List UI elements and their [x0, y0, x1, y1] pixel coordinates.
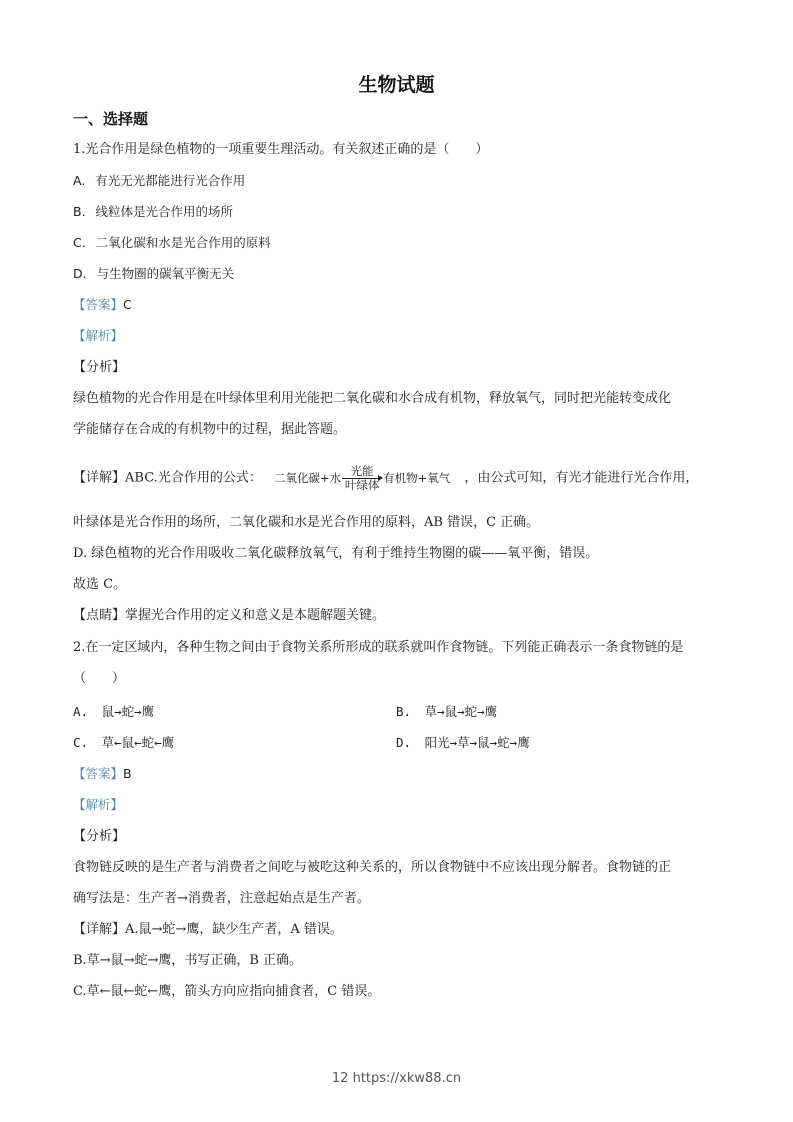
q1-fenxi-line2: 学能储存在合成的有机物中的过程，据此答题。 — [73, 422, 347, 437]
answer-label: 【答案】 — [73, 766, 124, 781]
option-text: 鼠→蛇→鹰 — [101, 704, 155, 719]
answer-value: C — [123, 297, 132, 312]
answer-value: B — [123, 766, 132, 781]
photosynthesis-formula — [274, 463, 450, 493]
detail-suffix: ，由公式可知，有光才能进行光合作用， — [464, 470, 699, 486]
q2-stem-line2: （ ） — [73, 671, 126, 686]
formula-arrow — [342, 465, 382, 492]
q2-options-row1 — [73, 703, 723, 721]
option-label: C. — [73, 735, 89, 750]
dianjing-label: 【点睛】 — [73, 608, 126, 623]
formula-condition-top: 光能 — [350, 464, 374, 478]
dianjing-text: 掌握光合作用的定义和意义是本题解题关键。 — [125, 608, 386, 623]
q2-fenxi-line1: 食物链反映的是生产者与消费者之间吃与被吃这种关系的，所以食物链中不应该出现分解者。食物链的正 — [73, 860, 672, 875]
q1-option-a — [73, 172, 723, 190]
q1-conclusion: 故选 C。 — [73, 577, 127, 592]
q2-analysis-label: 【解析】 — [73, 797, 124, 812]
right-arrow-icon — [342, 478, 382, 479]
option-text: 线粒体是光合作用的场所 — [95, 204, 234, 219]
q1-option-c — [73, 234, 723, 252]
q2-fenxi-label: 【分析】 — [73, 829, 126, 844]
option-text: 有光无光都能进行光合作用 — [95, 173, 246, 188]
q1-detail-line1 — [73, 463, 723, 494]
option-label: A. — [73, 173, 86, 188]
q2-option-b — [396, 703, 497, 721]
detail-label: 【详解】 — [73, 922, 126, 937]
formula-condition-bottom: 叶绿体 — [344, 478, 380, 492]
document-title: 生物试题 — [358, 74, 435, 96]
q1-detail-line2: 叶绿体是光合作用的场所，二氧化碳和水是光合作用的原料，AB 错误，C 正确。 — [73, 515, 540, 530]
q1-option-b — [73, 203, 723, 221]
section-heading: 一、选择题 — [73, 110, 149, 128]
detail-prefix: ABC.光合作用的公式： — [125, 470, 262, 486]
option-label: A. — [73, 704, 89, 719]
option-text: 阳光→草→鼠→蛇→鹰 — [424, 735, 530, 750]
q1-detail-line3: D. 绿色植物的光合作用吸收二氧化碳释放氧气，有利于维持生物圈的碳——氧平衡，错误。 — [73, 546, 599, 561]
page-footer: 12 https://xkw88.cn — [331, 1071, 462, 1086]
q1-fenxi-line1: 绿色植物的光合作用是在叶绿体里利用光能把二氧化碳和水合成有机物，释放氧气，同时把光能转变成化 — [73, 391, 672, 406]
formula-reactants: 二氧化碳+水 — [273, 471, 342, 485]
detail-text: A.鼠→蛇→鹰，缺少生产者，A 错误。 — [125, 922, 343, 937]
q2-options-row2 — [73, 734, 723, 752]
option-text: 草←鼠←蛇←鹰 — [101, 735, 175, 750]
q1-fenxi-label: 【分析】 — [73, 360, 126, 375]
option-text: 与生物圈的碳氧平衡无关 — [96, 266, 235, 281]
option-text: 二氧化碳和水是光合作用的原料 — [95, 235, 271, 250]
option-text: 草→鼠→蛇→鹰 — [424, 704, 498, 719]
formula-products: 有机物+氧气 — [383, 471, 451, 485]
option-label: D. — [396, 735, 412, 750]
option-label: B. — [396, 704, 412, 719]
q2-answer — [73, 765, 723, 783]
answer-label: 【答案】 — [73, 297, 124, 312]
q2-stem-line1: 2.在一定区域内，各种生物之间由于食物关系所形成的联系就叫作食物链。下列能正确表示一条食物链的是 — [73, 640, 684, 655]
q2-option-c — [73, 735, 174, 750]
q2-detail-c: C.草←鼠←蛇←鹰，箭头方向应指向捕食者，C 错误。 — [73, 984, 381, 999]
option-label: C. — [73, 235, 86, 250]
q2-detail-a — [73, 921, 723, 939]
q1-dianjing — [73, 607, 723, 625]
q2-option-d — [396, 734, 530, 752]
q2-fenxi-line2: 确写法是：生产者→消费者，注意起始点是生产者。 — [73, 891, 370, 906]
option-label: B. — [73, 204, 86, 219]
q2-option-a — [73, 704, 154, 719]
option-label: D. — [73, 266, 87, 281]
q1-analysis-label: 【解析】 — [73, 328, 124, 343]
detail-label: 【详解】 — [73, 470, 126, 486]
q2-detail-b: B.草→鼠→蛇→鹰，书写正确，B 正确。 — [73, 953, 303, 968]
q1-option-d — [73, 265, 723, 283]
q1-answer — [73, 296, 723, 314]
q1-stem: 1.光合作用是绿色植物的一项重要生理活动。有关叙述正确的是（ ） — [73, 142, 489, 157]
